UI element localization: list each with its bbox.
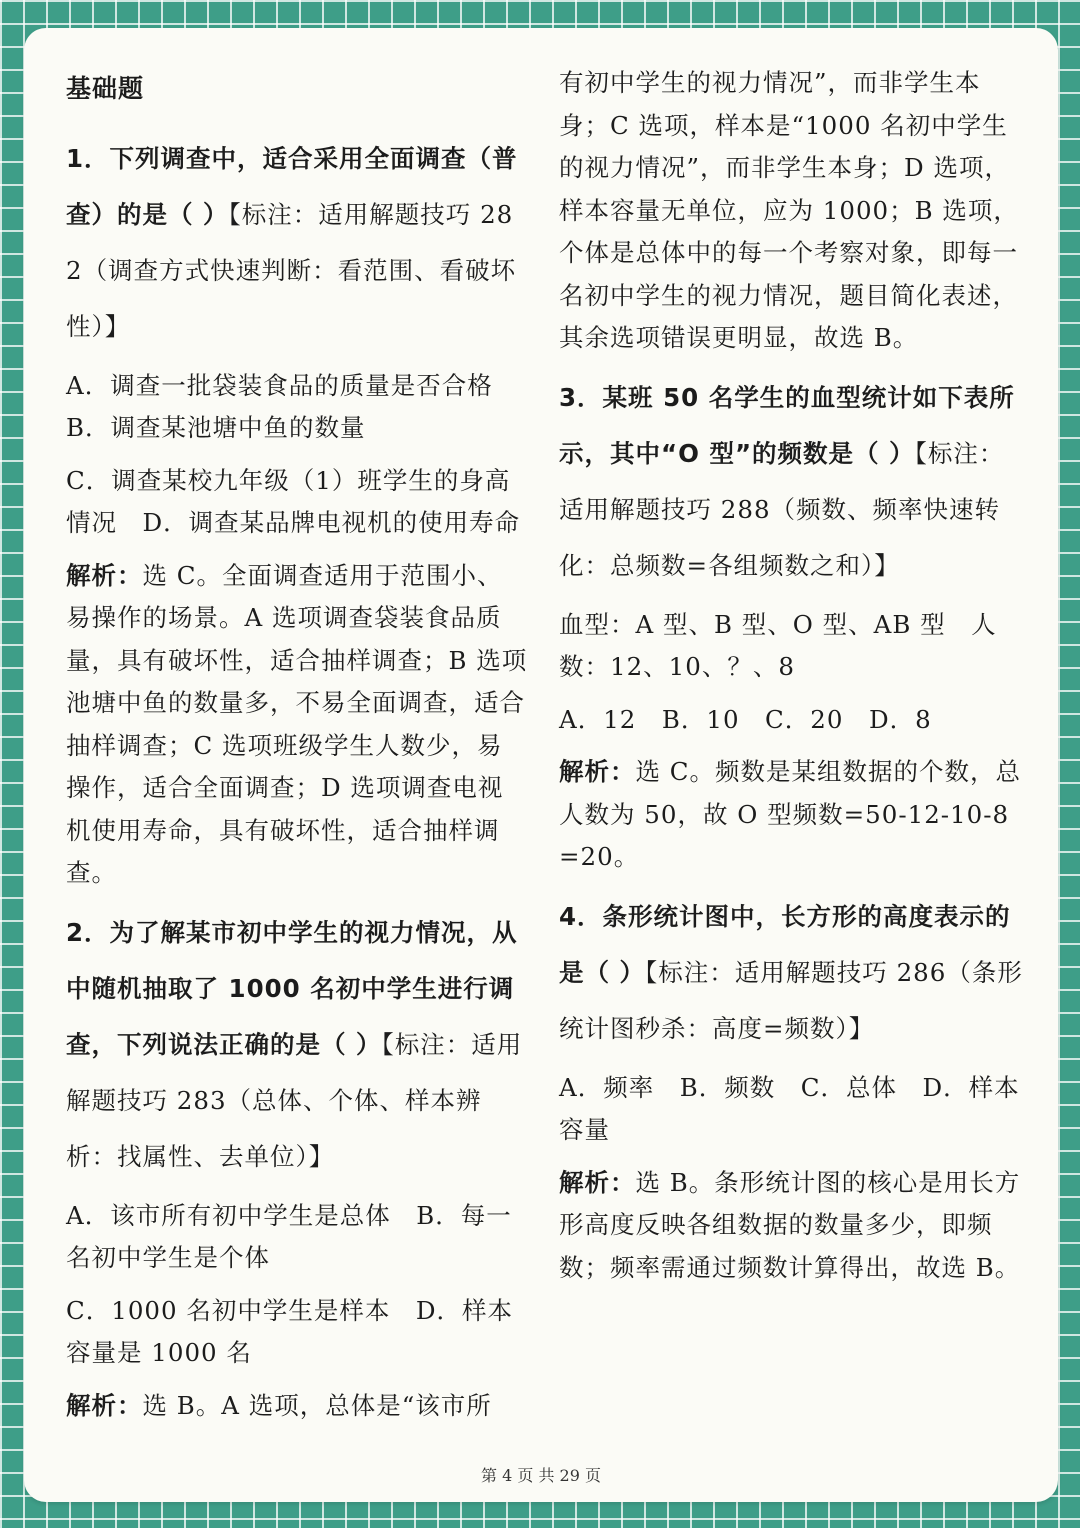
question-4: [559, 889, 1029, 1057]
question-2-title: 2．为了解某市初中学生的视力情况，从中随机抽取了 1000 名初中学生进行调查，下列说法正确的是（ ）: [66, 917, 518, 1059]
question-2-options-ab: A．该市所有初中学生是总体 B．每一名初中学生是个体: [66, 1200, 512, 1272]
question-2-answer-continued: 有初中学生的视力情况”，而非学生本身；C 选项，样本是“1000 名初中学生的视力情况”，而非学生本身；D 选项，样本容量无单位，应为 1000；B 选项，个体是总体中的每一个考察对象，即每一名初中学生的视力情况，题目简化表述，其余选项错误更明显，故选 B。: [559, 68, 1019, 352]
question-3-answer: [559, 751, 1029, 879]
question-3-table-text: 血型：A 型、B 型、O 型、AB 型 人数：12、10、？、8: [559, 609, 997, 681]
question-3: [559, 370, 1029, 594]
question-2-answer-text-left: 选 B。A 选项，总体是“该市所: [142, 1390, 492, 1420]
question-1-note: 【标注：适用解题技巧 282（调查方式快速判断：看范围、看破坏性）】: [66, 199, 517, 341]
answer-label: 解析：: [559, 1167, 636, 1197]
question-1-answer-text: 选 C。全面调查适用于范围小、易操作的场景。A 选项调查袋装食品质量，具有破坏性，适合抽样调查；B 选项池塘中鱼的数量多，不易全面调查，适合抽样调查；C 选项班级学生人数少，易操作，适合全面调查；D 选项调查电视机使用寿命，具有破坏性，适合抽样调查。: [66, 560, 528, 887]
question-4-answer-text: 选 B。条形统计图的核心是用长方形高度反映各组数据的数量多少，即频数；频率需通过频数计算得出，故选 B。: [559, 1167, 1021, 1282]
question-1-option-b: B．调查某池塘中鱼的数量: [66, 413, 366, 442]
page-number: 第 4 页 共 29 页: [481, 1466, 601, 1485]
question-3-options: A．12 B．10 C．20 D．8: [559, 704, 932, 734]
answer-label: 解析：: [559, 757, 636, 786]
question-1-title: 1．下列调查中，适合采用全面调查（普查）的是（ ）: [66, 143, 518, 229]
answer-label: 解析：: [66, 560, 143, 590]
question-1-answer: [66, 555, 528, 895]
question-1-option-a: A．调查一批袋装食品的质量是否合格: [66, 370, 493, 400]
left-column: [66, 68, 528, 1437]
right-column: [559, 62, 1029, 1299]
question-1: [66, 131, 528, 355]
question-3-title: 3．某班 50 名学生的血型统计如下表所示，其中“O 型”的频数是（ ）: [559, 382, 1015, 468]
question-3-note: 【标注：适用解题技巧 288（频数、频率快速转化：总频数=各组频数之和）】: [559, 438, 1005, 580]
question-2-answer-start: [66, 1385, 528, 1428]
document-page: [24, 28, 1058, 1502]
question-4-note: 【标注：适用解题技巧 286（条形统计图秒杀：高度=频数）】: [559, 957, 1023, 1043]
answer-label: 解析：: [66, 1390, 143, 1420]
question-3-answer-text: 选 C。频数是某组数据的个数，总人数为 50，故 O 型频数=50-12-10-8=20。: [559, 757, 1022, 871]
question-4-title: 4．条形统计图中，长方形的高度表示的是（ ）: [559, 901, 1011, 987]
section-heading: 基础题: [66, 74, 145, 103]
question-1-options-cd: C．调查某校九年级（1）班学生的身高情况 D．调查某品牌电视机的使用寿命: [66, 465, 521, 537]
question-4-answer: [559, 1162, 1029, 1290]
question-2-note: 【标注：适用解题技巧 283（总体、个体、样本辨析：找属性、去单位）】: [66, 1029, 523, 1171]
question-2: [66, 905, 528, 1185]
question-2-options-cd: C．1000 名初中学生是样本 D．样本容量是 1000 名: [66, 1295, 514, 1367]
question-4-options: A．频率 B．频数 C．总体 D．样本容量: [559, 1072, 1020, 1144]
